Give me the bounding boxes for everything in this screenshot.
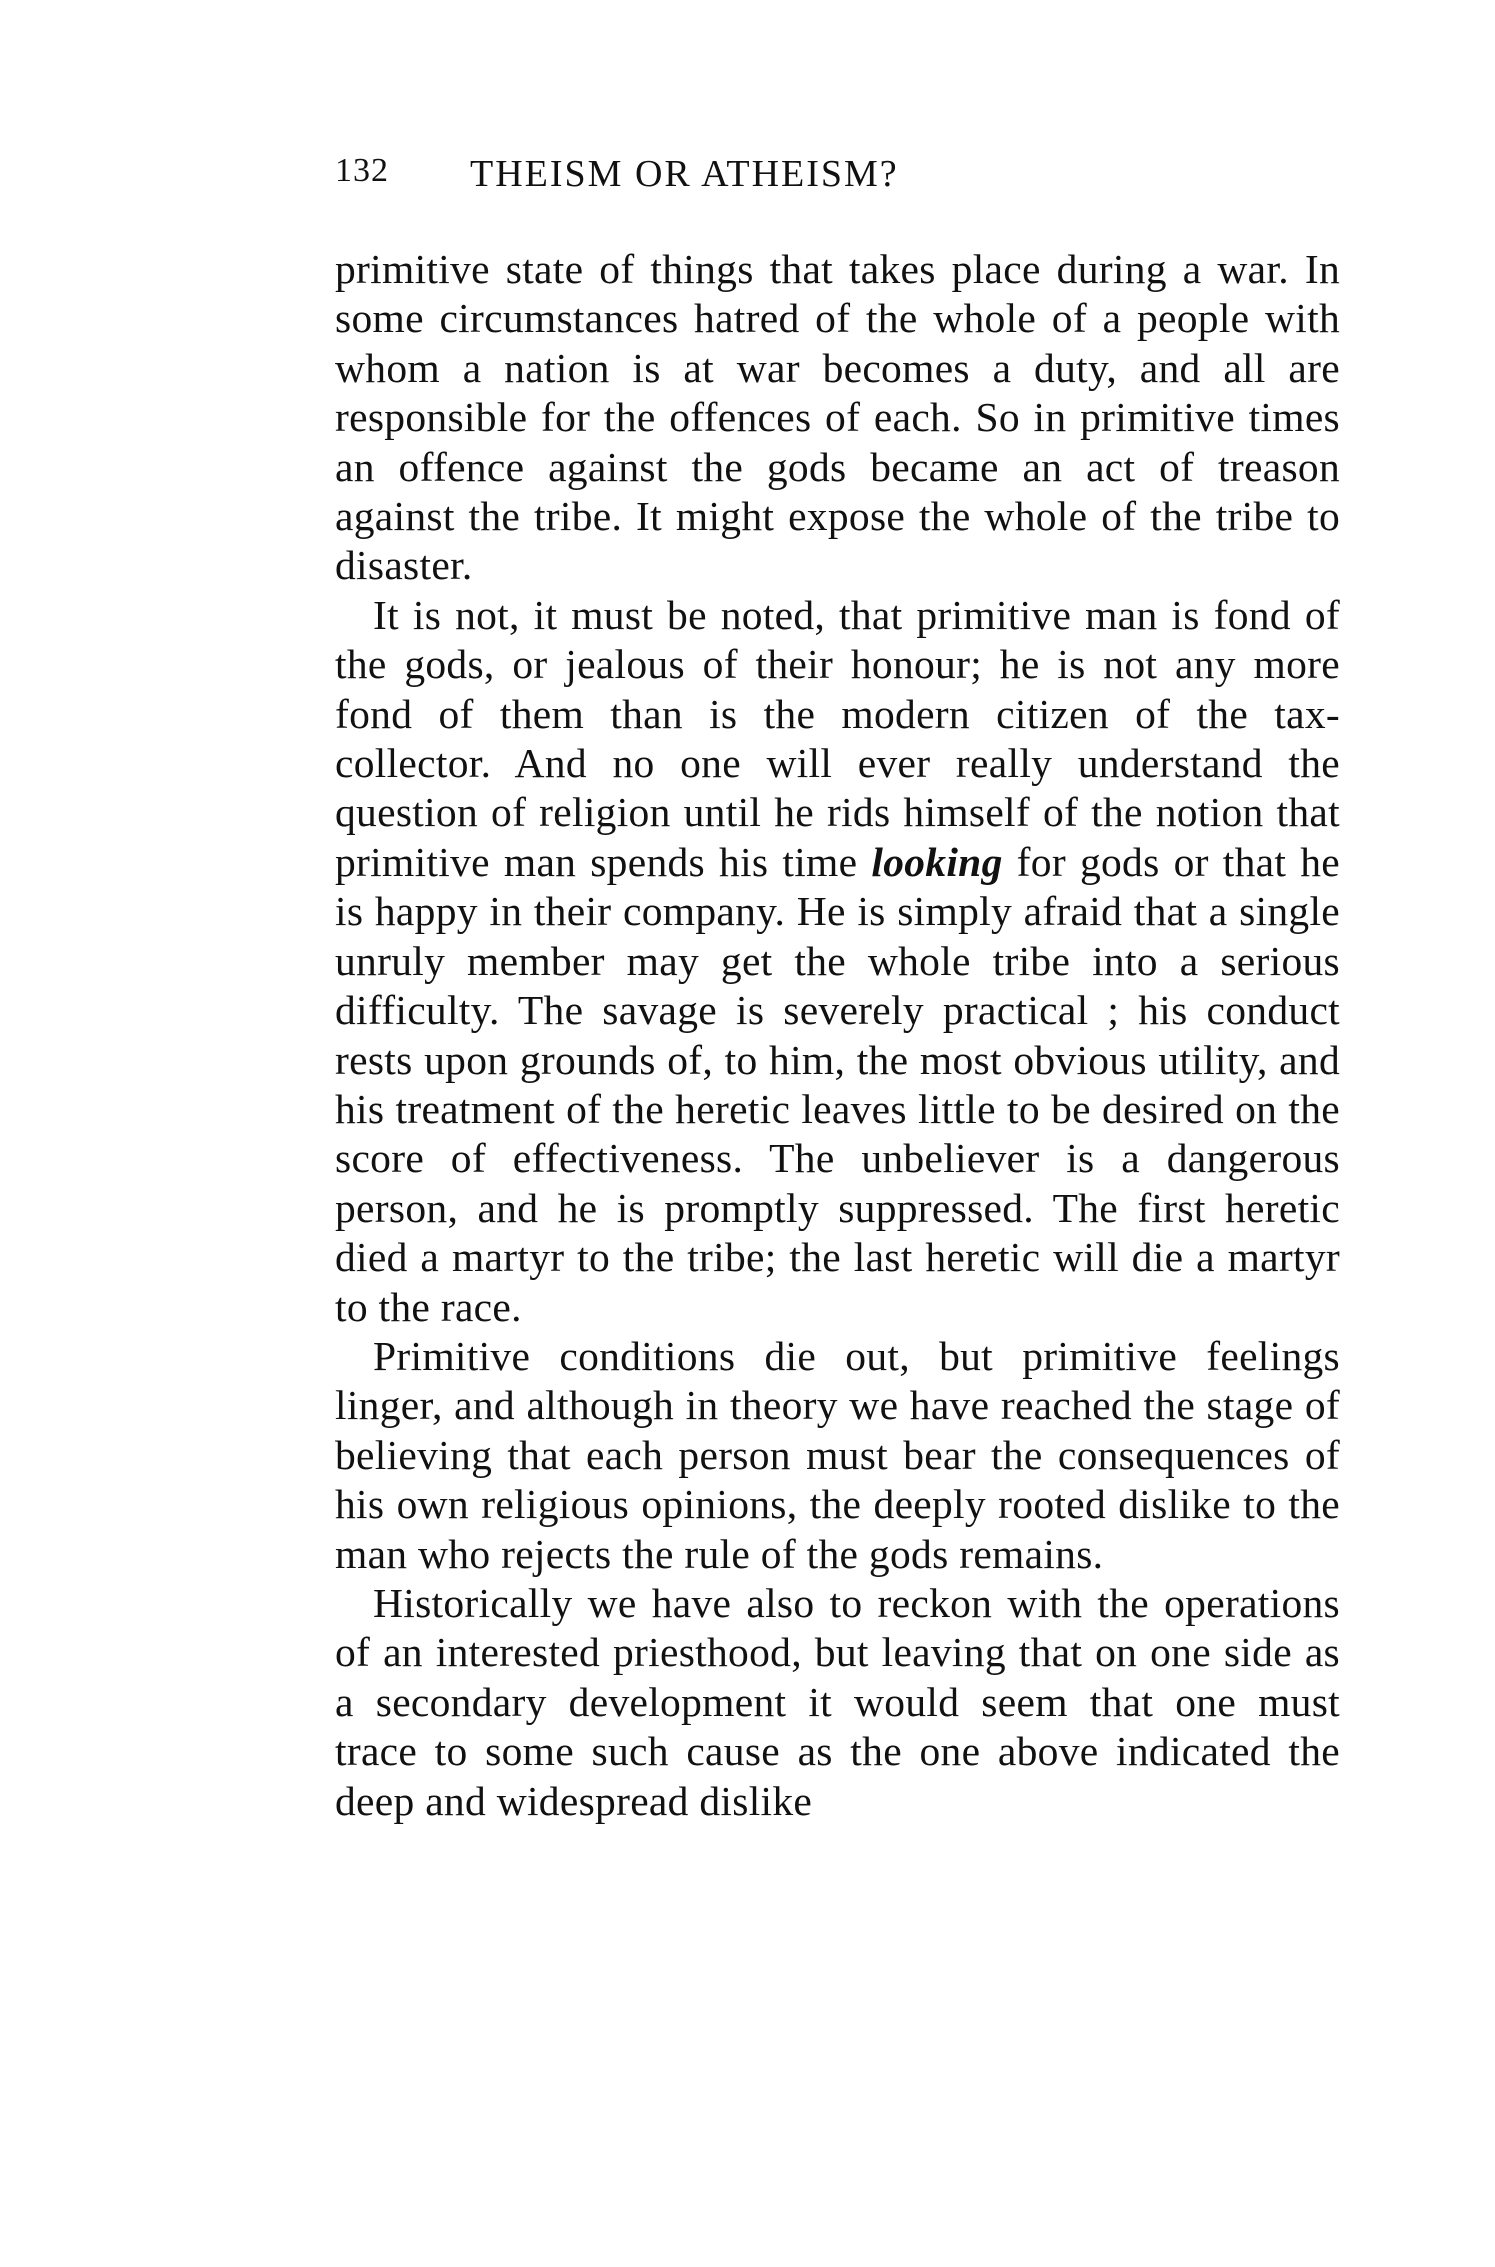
paragraph — [335, 591, 1340, 1332]
paragraph-text: for gods or that he is happy in their company. He is simply afraid that a single unruly member may get the whole tribe into a serious difficulty. The savage is severely practical ; his conduct rests upon grounds of, to him, the most obvious utility, and his treatment of the heretic leaves little to be desired on the score of effectiveness. The unbeliever is a dangerous person, and he is promptly suppressed. The first heretic died a martyr to the tribe; the last heretic will die a martyr to the race. — [335, 838, 1341, 1330]
paragraph-continued: primitive state of things that takes place during a war. In some circumstances hatred of the whole of a people with whom a nation is at war becomes a duty, and all are responsible for the offences of each. So in primitive times an offence against the gods became an act of treason against the tribe. It might expose the whole of the tribe to disaster. — [335, 246, 1340, 589]
page-number: 132 — [335, 152, 389, 189]
paragraph-text: It is not, it must be noted, that primitive man is fond of the gods, or jealous of their honour; he is not any more fond of them than is the modern citizen of the tax-collector. And no one will ever really understand the question of religion until he rids himself of the notion that primitive man spends his time — [335, 591, 1340, 885]
paragraph: Historically we have also to reckon with the operations of an interested priesthood, but leaving that on one side as a secondary development it would seem that one must trace to some such cause as the one above indicated the deep and widespread dislike — [335, 1579, 1340, 1824]
paragraph: Primitive conditions die out, but primitive feelings linger, and although in theory we have reached the stage of believing that each person must bear the consequences of his own religious opinions, the deeply rooted dislike to the man who rejects the rule of the gods remains. — [335, 1332, 1340, 1577]
running-head — [335, 152, 1340, 212]
running-title: THEISM OR ATHEISM? — [470, 153, 899, 195]
body-text — [335, 245, 1340, 1826]
emphasized-word: looking — [871, 838, 1003, 885]
